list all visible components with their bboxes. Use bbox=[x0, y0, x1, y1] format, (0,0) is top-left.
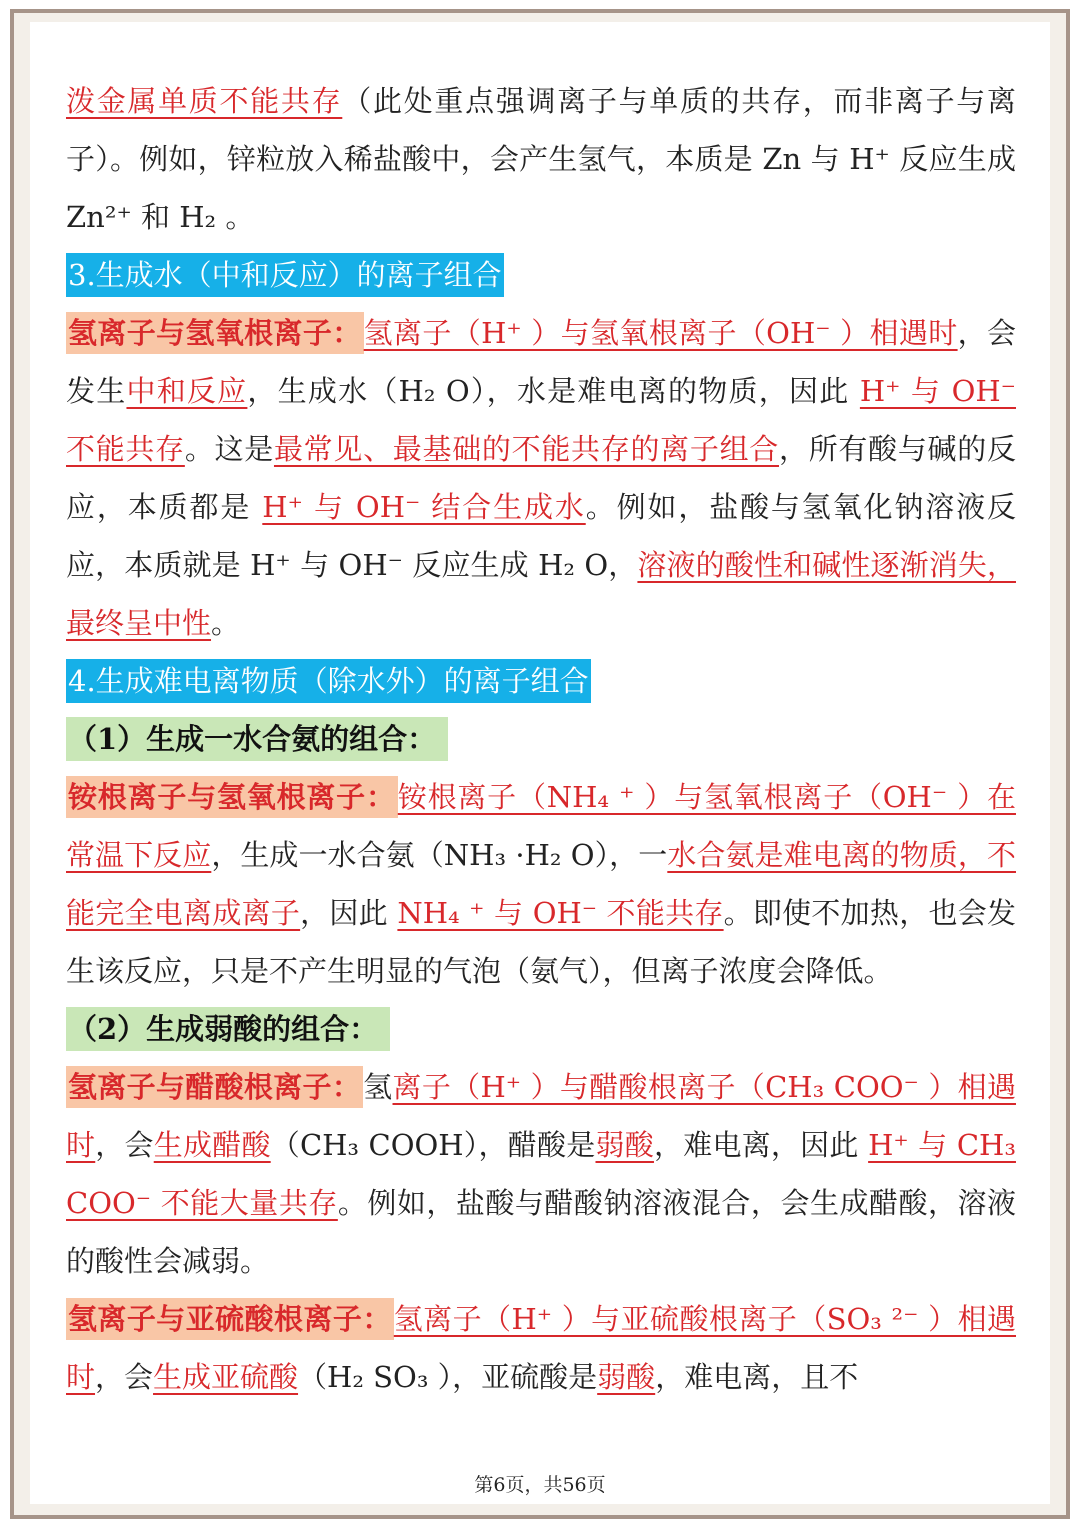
emphasis-text: 氢离子（H⁺ ）与氢氧根离子（OH⁻ ）相遇时 bbox=[363, 316, 958, 350]
body-text: 。这是 bbox=[184, 432, 274, 466]
body-text: （H₂ SO₃ ），亚硫酸是 bbox=[298, 1360, 598, 1394]
intro-paragraph bbox=[66, 72, 1016, 246]
emphasis-text: NH₄ ⁺ 与 OH⁻ 不能共存 bbox=[397, 896, 724, 930]
body-text: 。即使不加热，也会发生该反应，只是不产生明显的气泡（氨气），但离子浓度会降低。 bbox=[66, 896, 1016, 988]
body-text: ，所有酸与碱的反应，本质都是 bbox=[66, 432, 1016, 524]
page-number-footer: 第6页，共56页 bbox=[474, 1474, 606, 1496]
emphasis-text: 水合氨是难电离的物质，不能完全电离成离子 bbox=[66, 838, 1016, 930]
emphasis-text: 最常见、最基础的不能共存的离子组合 bbox=[273, 432, 779, 466]
body-text: 氢 bbox=[363, 1070, 393, 1104]
body-text: 。 bbox=[211, 606, 241, 640]
body-text: （CH₃ COOH），醋酸是 bbox=[270, 1128, 596, 1162]
emphasis-text: 生成醋酸 bbox=[153, 1128, 271, 1162]
emphasis-text: H⁺ 与 OH⁻ 结合生成水 bbox=[262, 490, 586, 524]
body-text: ，生成一水合氨（NH₃ ·H₂ O），一 bbox=[211, 838, 668, 872]
term-label: 氢离子与氢氧根离子： bbox=[66, 312, 364, 354]
body-text: ，因此 bbox=[300, 896, 398, 930]
body-text: ，会 bbox=[95, 1360, 154, 1394]
body-text: ，生成水（H₂ O），水是难电离的物质，因此 bbox=[247, 374, 860, 408]
acetate-paragraph bbox=[66, 1058, 1016, 1290]
body-text: ，难电离，且不 bbox=[655, 1360, 859, 1394]
emphasis-text: 离子（H⁺ ）与醋酸根离子（CH₃ COO⁻ ）相遇时 bbox=[66, 1070, 1016, 1162]
section-4-heading bbox=[66, 652, 1016, 710]
term-label: 铵根离子与氢氧根离子： bbox=[66, 776, 398, 818]
subsection-heading: （1）生成一水合氨的组合： bbox=[66, 717, 448, 761]
section-3-heading bbox=[66, 246, 1016, 304]
emphasis-text: 中和反应 bbox=[126, 374, 248, 408]
emphasis-text: 铵根离子（NH₄ ⁺ ）与氢氧根离子（OH⁻ ）在常温下反应 bbox=[66, 780, 1016, 872]
sulfite-paragraph bbox=[66, 1290, 1016, 1406]
emphasis-text: 泼金属单质不能共存 bbox=[66, 84, 343, 118]
subsection-1-heading bbox=[66, 710, 1016, 768]
emphasis-text: 弱酸 bbox=[595, 1128, 654, 1162]
subsection-2-heading bbox=[66, 1000, 1016, 1058]
document-body bbox=[66, 72, 1016, 1406]
body-text: 。例如，盐酸与醋酸钠溶液混合，会生成醋酸，溶液的酸性会减弱。 bbox=[66, 1186, 1016, 1278]
body-text: ，会发生 bbox=[66, 316, 1016, 408]
subsection-heading: （2）生成弱酸的组合： bbox=[66, 1007, 390, 1051]
body-text: ，难电离，因此 bbox=[653, 1128, 869, 1162]
ammonium-paragraph bbox=[66, 768, 1016, 1000]
term-label: 氢离子与亚硫酸根离子： bbox=[66, 1298, 394, 1340]
section-3-paragraph bbox=[66, 304, 1016, 652]
section-heading: 3.生成水（中和反应）的离子组合 bbox=[66, 253, 504, 297]
emphasis-text: H⁺ 与 OH⁻ 不能共存 bbox=[66, 374, 1016, 466]
body-text: ，会 bbox=[95, 1128, 154, 1162]
body-text: 。例如，盐酸与氢氧化钠溶液反应，本质就是 H⁺ 与 OH⁻ 反应生成 H₂ O， bbox=[66, 490, 1017, 582]
section-heading: 4.生成难电离物质（除水外）的离子组合 bbox=[66, 659, 591, 703]
emphasis-text: H⁺ 与 CH₃ COO⁻ 不能大量共存 bbox=[66, 1128, 1016, 1220]
emphasis-text: 溶液的酸性和碱性逐渐消失，最终呈中性 bbox=[66, 548, 1016, 640]
term-label: 氢离子与醋酸根离子： bbox=[66, 1066, 363, 1108]
body-text: （此处重点强调离子与单质的共存，而非离子与离子）。例如，锌粒放入稀盐酸中，会产生氢气，本质是 Zn 与 H⁺ 反应生成 Zn²⁺ 和 H₂ 。 bbox=[66, 84, 1016, 234]
emphasis-text: 弱酸 bbox=[597, 1360, 656, 1394]
emphasis-text: 生成亚硫酸 bbox=[153, 1360, 299, 1394]
emphasis-text: 氢离子（H⁺ ）与亚硫酸根离子（SO₃ ²⁻ ）相遇时 bbox=[66, 1302, 1016, 1394]
